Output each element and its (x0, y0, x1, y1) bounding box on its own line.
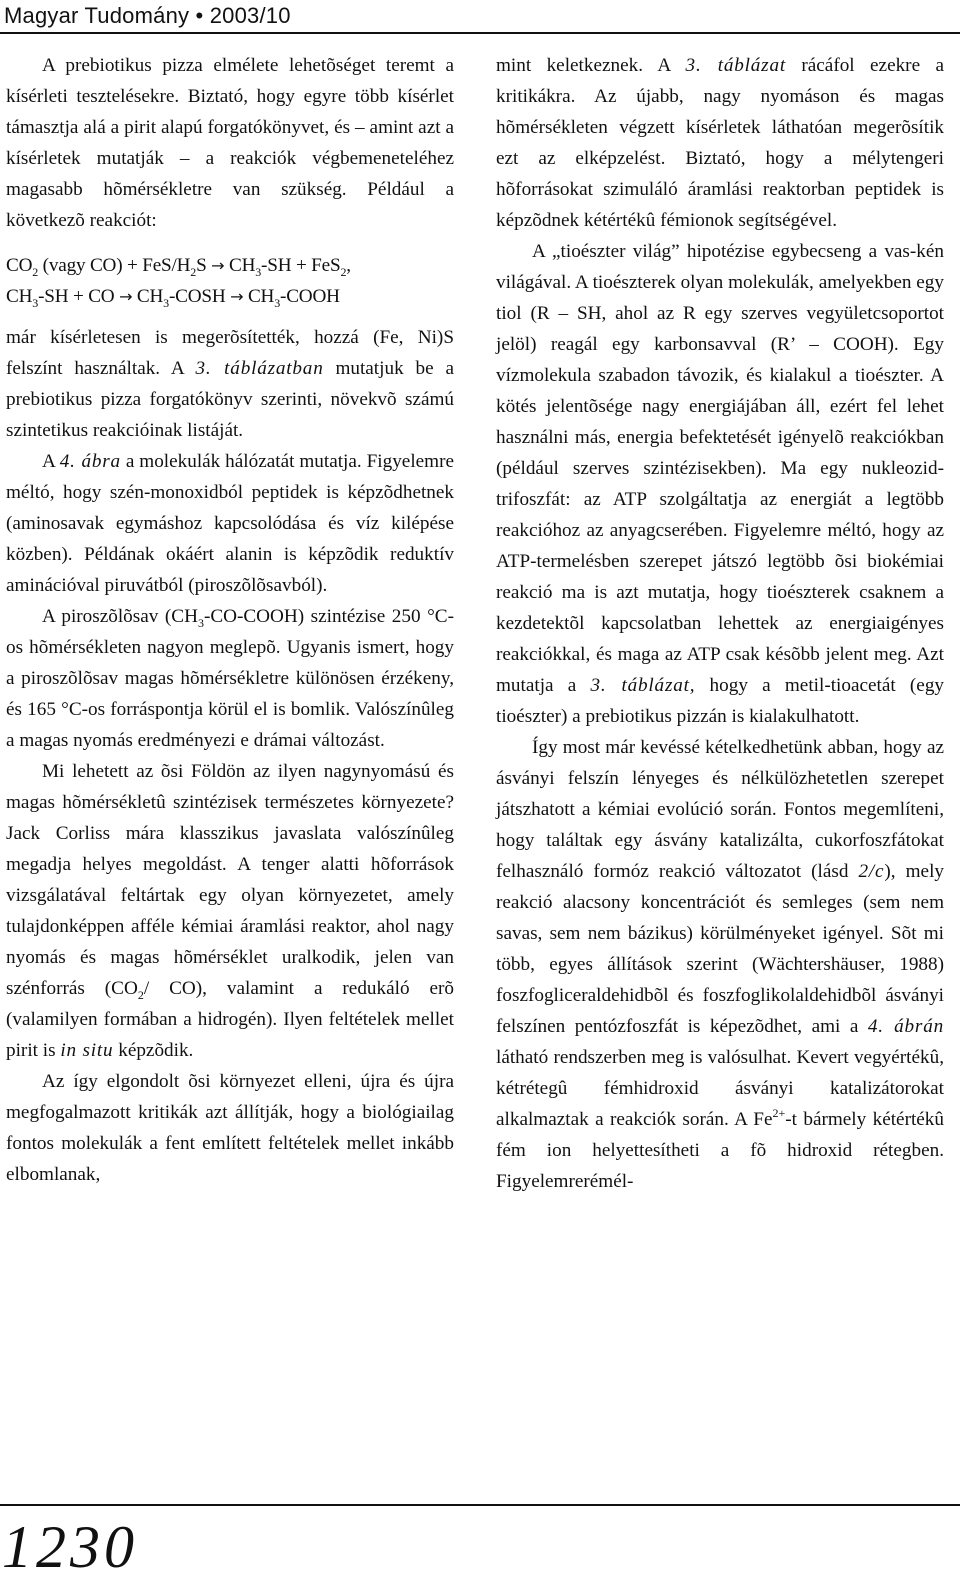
paragraph (6, 1066, 454, 1190)
subscript: 2 (137, 988, 144, 1002)
formula-line-2 (6, 281, 454, 312)
formula-subscript: 2 (32, 265, 39, 279)
formula-subscript: 3 (255, 265, 262, 279)
paragraph-text: Így most már kevéssé kételkedhetünk abban, hogy az ásványi felszín lényeges és nélkülözhetetlen szerepet játszhatott a kémiai evolúció során. Fontos megemlíteni, hogy találtak egy ásvány katalizálta, cukorfoszfátokat felhasználó formóz reakció változatot (lásd (496, 737, 944, 882)
left-column (6, 50, 454, 1190)
paragraph-text: a molekulák hálózatát mutatja. Figyelemre méltó, hogy szén-monoxidból peptidek is képzõdhetnek (aminosavak egymáshoz kapcsolódása és víz kilépése közben). Példának okáért alanin is képzõdik reduktív aminációval piruvátból (piroszõlõsavból). (6, 451, 454, 596)
formula-subscript: 3 (163, 296, 169, 310)
table-reference: 3. táblázat, (590, 675, 696, 696)
paragraph-text: látható rendszerben meg is valósulhat. Kevert vegyértékû, kétrétegû fémhidroxid ásványi katalizátorokat alkalmaztak a reakciók során. A Fe (496, 1047, 944, 1130)
paragraph-text: A piroszõlõsav (CH (42, 606, 198, 627)
paragraph (6, 756, 454, 1066)
formula-text: CH (132, 286, 164, 307)
formula-subscript: 2 (340, 265, 347, 279)
formula-text: -SH + FeS (261, 255, 341, 276)
formula-text: (vagy CO) + FeS/H (38, 255, 191, 276)
arrow-icon: → (230, 287, 244, 306)
paragraph (496, 50, 944, 236)
paragraph-text: hogy a metil-tioacetát (egy tioészter) a prebiotikus pizzán is kialakulhatott. (496, 675, 945, 727)
journal-title: Magyar Tudomány • 2003/10 (4, 3, 291, 28)
paragraph-text: képzõdik. (113, 1040, 194, 1061)
formula-text: -SH + CO (38, 286, 120, 307)
formula-text: CH (6, 286, 33, 307)
formula-text: S (196, 255, 212, 276)
subscript: 3 (197, 616, 204, 630)
reaction-formula (6, 250, 454, 312)
paragraph (496, 732, 944, 1197)
paragraph (6, 50, 454, 236)
paragraph-text: A prebiotikus pizza elmélete lehetõséget teremt a kísérleti tesztelésekre. Biztató, hogy egyre több kísérlet támasztja alá a pirit alapú forgatókönyvet, és – amint azt a kísérletek mutatják – a reakciók végbemeneteléhez magasabb hõmérsékletre van szükség. Például a következõ reakciót: (6, 55, 454, 231)
latin-term: in situ (60, 1040, 114, 1061)
formula-text: , (346, 255, 351, 276)
formula-text: -COSH (168, 286, 231, 307)
superscript: 2+ (772, 1106, 786, 1120)
paragraph-text: Az így elgondolt õsi környezet elleni, újra és újra megfogalmazott kritikák azt állítják, hogy a biológiailag fontos molekulák a fent említett feltételek mellet inkább elbomlanak, (6, 1071, 454, 1185)
paragraph-text: ), mely reakció alacsony koncentrációt és semleges (sem nem savas, sem nem bázikus) körülményeket igényel. Sõt mi több, egyes állítások szerint (Wächtershäuser, 1988) foszfogliceraldehidbõl és foszfoglikolaldehidbõl ásványi felszínen pentózfoszfát is képezõdhet, ami a (496, 861, 944, 1037)
paragraph-text: -CO-COOH) szintézise 250 °C-os hõmérsékleten nagyon meglepõ. Ugyanis ismert, hogy a piroszõlõsav magas hõmérsékletre különösen érzékeny, és 165 °C-os forráspontja körül el is bomlik. Valószínûleg a magas nyomás eredményezi e drámai változást. (6, 606, 454, 751)
paragraph (6, 446, 454, 601)
formula-subscript: 2 (190, 265, 197, 279)
formula-subscript: 3 (274, 296, 281, 310)
running-header (0, 0, 960, 34)
formula-line-1 (6, 250, 454, 281)
paragraph-text: / CO), valamint a redukáló erõ (valamilyen formában a hidrogén). Ilyen feltételek mellet pirit is (6, 978, 454, 1061)
paragraph-text: A (42, 451, 60, 472)
arrow-icon: → (119, 287, 133, 306)
paragraph-text: Mi lehetett az õsi Földön az ilyen nagynyomású és magas hõmérsékletû szintézisek természetes környezete? Jack Corliss mára klasszikus javaslata valószínûleg megadja helyes megoldást. A tenger alatti hõforrások vizsgálatával feltártak egy olyan környezetet, amely tulajdonképpen afféle kémiai áramlási reaktor, ahol nagy nyomás és magas hõmérséklet uralkodik, jelen van szénforrás (CO (6, 761, 454, 999)
paragraph-text: mutatjuk be a prebiotikus pizza forgatókönyv szerinti, növekvõ számú szintetikus reakcióinak listáját. (6, 358, 454, 441)
paragraph (496, 236, 944, 732)
formula-text: -COOH (280, 286, 340, 307)
formula-text: CH (224, 255, 256, 276)
paragraph-text: mint keletkeznek. A (496, 55, 686, 76)
footer-divider (0, 1504, 960, 1506)
paragraph-text: rácáfol ezekre a kritikákra. Az újabb, nagy nyomáson és magas hõmérsékleten végzett kísérletek láthatóan megerõsítik ezt az elképzelést. Biztató, hogy a mélytengeri hõforrásokat szimuláló áramlási reaktorban peptidek is képzõdnek kétértékû fémionok segítségével. (496, 55, 945, 231)
figure-reference: 4. ábra (59, 451, 121, 472)
right-column (496, 50, 944, 1197)
paragraph-text: -t bármely kétértékû fém ion helyettesítheti a fõ hidroxid rétegben. Figyelemrerémél- (496, 1109, 944, 1192)
formula-text: CO (6, 255, 33, 276)
figure-reference: 2/c (858, 861, 885, 882)
formula-subscript: 3 (32, 296, 39, 310)
page-number: 1230 (2, 1514, 138, 1580)
formula-text: CH (243, 286, 275, 307)
table-reference: 3. táblázat (685, 55, 786, 76)
figure-reference: 4. ábrán (867, 1016, 944, 1037)
paragraph-text: A „tioészter világ” hipotézise egybecseng a vas-kén világával. A tioészterek olyan molekulák, amelyekben egy tiol (R – SH, ahol az R egy szerves vegyületcsoportot jelöl) reagál egy karbonsavval (R’ – COOH). Egy vízmolekula szabadon távozik, és kialakul a tioészter. A kötés jelentõsége nagy energiájában áll, ezért fel lehet használni más, energia befektetését igényelõ reakciókban (például szerves szintézisekben). Ma egy nukleozid-trifoszfát: az ATP szolgáltatja az energiát a legtöbb reakcióhoz az anyagcserében. Figyelemre méltó, hogy az ATP-termelésben szerepet játszó legtöbb õsi biokémiai reakció ma is azt mutatja, hogy tioészterek csaknem a kezdetektõl kapcsolatban lehettek az energiaigényes reakciókkal, és maga az ATP csak késõbb jelent meg. Azt mutatja a (496, 241, 944, 696)
table-reference: 3. táblázatban (195, 358, 324, 379)
paragraph (6, 322, 454, 446)
paragraph-text: már kísérletesen is megerõsítették, hozzá (Fe, Ni)S felszínt használtak. A (6, 327, 454, 379)
arrow-icon: → (211, 256, 225, 275)
paragraph (6, 601, 454, 756)
